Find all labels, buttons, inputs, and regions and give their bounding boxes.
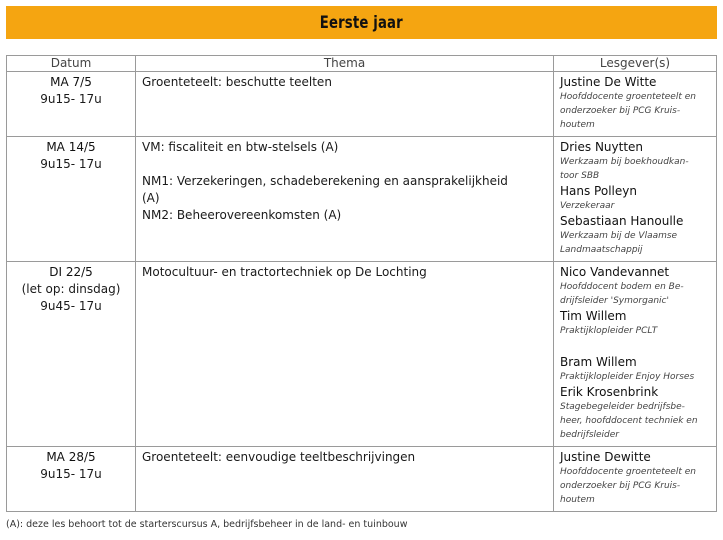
teacher-cell [554, 72, 717, 137]
column-header-theme: Thema [136, 56, 554, 72]
teacher-description: Stagebegeleider bedrijfsbe- [560, 402, 685, 412]
teacher-cell [554, 447, 717, 512]
session-day: MA 7/5 [50, 75, 92, 89]
teacher-description: Werkzaam bij boekhoudkan- [560, 157, 689, 167]
theme-cell [136, 137, 554, 262]
schedule-table [6, 55, 717, 512]
theme-line: Motocultuur- en tractortechniek op De Lochting [142, 265, 427, 279]
theme-line: Groenteteelt: beschutte teelten [142, 75, 332, 89]
teacher-description: heer, hoofddocent techniek en [560, 416, 698, 426]
theme-line: NM2: Beheerovereenkomsten (A) [142, 208, 342, 222]
table-row [7, 137, 717, 262]
theme-spacer [142, 156, 549, 173]
session-day: MA 28/5 [46, 450, 96, 464]
theme-cell [136, 72, 554, 137]
teacher-name: Justine De Witte [560, 75, 657, 89]
theme-line: NM1: Verzekeringen, schadeberekening en aansprakelijkheid [142, 174, 508, 188]
session-time: 9u15- 17u [40, 92, 102, 106]
teacher-description: toor SBB [560, 171, 600, 181]
teacher-name: Bram Willem [560, 355, 637, 369]
section-banner [6, 6, 717, 39]
teacher-description: Praktijklopleider Enjoy Horses [560, 372, 695, 382]
teacher-description: bedrijfsleider [560, 430, 620, 440]
date-cell [7, 72, 136, 137]
teacher-description: Praktijklopleider PCLT [560, 326, 658, 336]
teacher-name: Erik Krosenbrink [560, 385, 659, 399]
teacher-description: Landmaatschappij [560, 245, 643, 255]
teacher-description: Hoofddocente groenteteelt en [560, 92, 696, 102]
teacher-description: Werkzaam bij de Vlaamse [560, 231, 678, 241]
teacher-name: Sebastiaan Hanoulle [560, 214, 684, 228]
session-time: 9u45- 17u [40, 299, 102, 313]
theme-line: (A) [142, 191, 160, 205]
theme-cell [136, 447, 554, 512]
date-cell [7, 262, 136, 447]
teacher-name: Nico Vandevannet [560, 265, 670, 279]
teacher-cell [554, 262, 717, 447]
session-day: DI 22/5 [49, 265, 93, 279]
teacher-description: Hoofddocent bodem en Be- [560, 282, 684, 292]
theme-line: Groenteteelt: eenvoudige teeltbeschrijvingen [142, 450, 416, 464]
column-header-date: Datum [7, 56, 136, 72]
teacher-description: Hoofddocente groenteteelt en [560, 467, 696, 477]
column-header-teachers: Lesgever(s) [554, 56, 717, 72]
theme-line: VM: fiscaliteit en btw-stelsels (A) [142, 140, 339, 154]
table-row [7, 262, 717, 447]
session-time: 9u15- 17u [40, 467, 102, 481]
date-cell [7, 447, 136, 512]
teacher-description: houtem [560, 495, 595, 505]
session-day: MA 14/5 [46, 140, 96, 154]
teacher-description: onderzoeker bij PCG Kruis- [560, 481, 681, 491]
session-time: 9u15- 17u [40, 157, 102, 171]
teacher-description: drijfsleider 'Symorganic' [560, 296, 669, 306]
teacher-name: Hans Polleyn [560, 184, 637, 198]
footnote: (A): deze les behoort tot de starterscursus A, bedrijfsbeheer in de land- en tuinbouw [6, 519, 408, 530]
teacher-name: Dries Nuytten [560, 140, 644, 154]
teacher-description: Verzekeraar [560, 201, 615, 211]
date-cell [7, 137, 136, 262]
teacher-name: Justine Dewitte [560, 450, 651, 464]
teacher-description: onderzoeker bij PCG Kruis- [560, 106, 681, 116]
table-header-row [7, 56, 717, 72]
banner-title: Eerste jaar [319, 12, 404, 33]
teacher-spacer [560, 338, 712, 354]
theme-cell [136, 262, 554, 447]
session-note: (let op: dinsdag) [21, 282, 121, 296]
table-row [7, 447, 717, 512]
table-row [7, 72, 717, 137]
teacher-name: Tim Willem [560, 309, 627, 323]
teacher-cell [554, 137, 717, 262]
teacher-description: houtem [560, 120, 595, 130]
